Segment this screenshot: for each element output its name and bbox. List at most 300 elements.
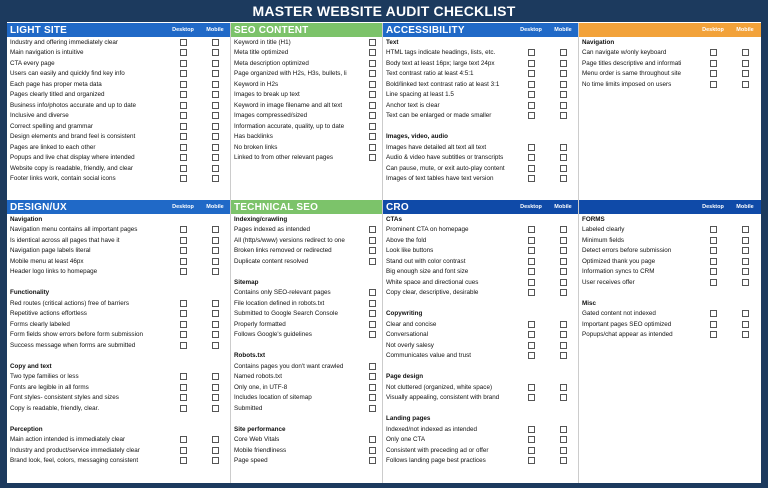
checklist-item — [7, 456, 231, 467]
checkbox-box[interactable] — [212, 447, 219, 454]
checkbox-box[interactable] — [369, 60, 376, 67]
checkbox-box[interactable] — [528, 331, 535, 338]
checklist-item — [383, 79, 579, 90]
item-label: Stand out with color contrast — [386, 257, 466, 265]
checkbox-box[interactable] — [369, 258, 376, 265]
checklist-item — [231, 435, 383, 446]
item-label: Images of text tables have text version — [386, 175, 494, 183]
checkbox-box[interactable] — [180, 112, 187, 119]
checklist-item — [7, 393, 231, 404]
desktop-checkbox — [697, 70, 729, 77]
checkbox-box[interactable] — [369, 363, 376, 370]
checkbox-box[interactable] — [742, 268, 749, 275]
checkbox-box[interactable] — [369, 70, 376, 77]
item-label: File location defined in robots.txt — [234, 299, 325, 307]
item-label: Above the fold — [386, 236, 427, 244]
mobile-checkbox — [547, 394, 579, 401]
checkbox-box[interactable] — [560, 457, 567, 464]
checkbox-box[interactable] — [369, 289, 376, 296]
checkbox-box[interactable] — [212, 102, 219, 109]
item-label: Important pages SEO optimized — [582, 320, 672, 328]
desktop-checkbox — [697, 258, 729, 265]
mobile-checkbox — [547, 144, 579, 151]
desktop-checkbox — [697, 310, 729, 317]
checkbox-box[interactable] — [560, 60, 567, 67]
checkbox-box[interactable] — [528, 237, 535, 244]
checkbox-box[interactable] — [212, 175, 219, 182]
subsection-heading: Images, video, audio — [386, 133, 448, 141]
checkbox-box[interactable] — [710, 49, 717, 56]
desktop-checkbox — [515, 436, 547, 443]
checkbox-box[interactable] — [212, 258, 219, 265]
checkbox-box[interactable] — [180, 226, 187, 233]
checkbox-box[interactable] — [528, 60, 535, 67]
checkbox-box[interactable] — [560, 342, 567, 349]
section-cro — [383, 200, 579, 483]
desktop-checkbox — [167, 394, 199, 401]
checkbox-box[interactable] — [212, 81, 219, 88]
desktop-checkbox — [167, 133, 199, 140]
checkbox-box[interactable] — [528, 226, 535, 233]
checkbox-box[interactable] — [369, 447, 376, 454]
checkbox-box[interactable] — [180, 258, 187, 265]
checkbox-box[interactable] — [560, 447, 567, 454]
checkbox-box[interactable] — [212, 123, 219, 130]
checkbox-box[interactable] — [212, 394, 219, 401]
checkbox-box[interactable] — [710, 331, 717, 338]
checkbox-box[interactable] — [742, 70, 749, 77]
checkbox-box[interactable] — [212, 268, 219, 275]
desktop-checkbox — [515, 102, 547, 109]
checkbox-box[interactable] — [560, 70, 567, 77]
checklist-item — [231, 132, 383, 143]
checkbox-box[interactable] — [560, 331, 567, 338]
checkbox-box[interactable] — [212, 165, 219, 172]
checklist-item — [383, 132, 579, 143]
checkbox-box[interactable] — [180, 436, 187, 443]
checkbox-box[interactable] — [560, 321, 567, 328]
checkbox-box[interactable] — [369, 91, 376, 98]
checkbox-box[interactable] — [560, 91, 567, 98]
checkbox-box[interactable] — [180, 331, 187, 338]
mobile-checkbox — [729, 310, 761, 317]
checkbox-box[interactable] — [528, 154, 535, 161]
desktop-checkbox — [167, 237, 199, 244]
checklist-item — [7, 163, 231, 174]
checkbox-box[interactable] — [528, 289, 535, 296]
checkbox-box[interactable] — [180, 91, 187, 98]
checkbox-box[interactable] — [369, 144, 376, 151]
checkbox — [361, 133, 383, 140]
checkbox-box[interactable] — [742, 60, 749, 67]
item-label: Each page has proper meta data — [10, 80, 102, 88]
checklist-item — [231, 277, 383, 288]
desktop-checkbox — [697, 81, 729, 88]
checkbox-box[interactable] — [710, 247, 717, 254]
checkbox-box[interactable] — [528, 384, 535, 391]
checklist-item — [7, 121, 231, 132]
checkbox-box[interactable] — [528, 279, 535, 286]
mobile-checkbox — [547, 279, 579, 286]
checkbox-box[interactable] — [528, 165, 535, 172]
desktop-checkbox — [167, 321, 199, 328]
mobile-checkbox — [199, 331, 231, 338]
checkbox-box[interactable] — [212, 321, 219, 328]
checkbox-box[interactable] — [528, 49, 535, 56]
item-label: Success message when forms are submitted — [10, 341, 136, 349]
checklist-item — [383, 225, 579, 236]
checkbox-box[interactable] — [180, 342, 187, 349]
checkbox-box[interactable] — [560, 226, 567, 233]
checkbox-box[interactable] — [369, 123, 376, 130]
checkbox-box[interactable] — [742, 226, 749, 233]
checkbox-box[interactable] — [180, 405, 187, 412]
item-label: Not overly salesy — [386, 341, 434, 349]
checklist-item — [7, 288, 231, 299]
checkbox-box[interactable] — [528, 447, 535, 454]
checkbox-box[interactable] — [369, 321, 376, 328]
checkbox-box[interactable] — [180, 123, 187, 130]
checkbox-box[interactable] — [528, 342, 535, 349]
checkbox-box[interactable] — [560, 112, 567, 119]
subsection-heading: Page design — [386, 373, 424, 381]
mobile-checkbox — [547, 154, 579, 161]
section-light — [7, 23, 231, 201]
checkbox-box[interactable] — [369, 247, 376, 254]
checkbox-box[interactable] — [369, 394, 376, 401]
mobile-column-label: Mobile — [736, 27, 754, 33]
desktop-checkbox — [515, 331, 547, 338]
checklist-item — [383, 153, 579, 164]
checkbox-box[interactable] — [528, 247, 535, 254]
checkbox-box[interactable] — [180, 175, 187, 182]
checkbox-box[interactable] — [369, 384, 376, 391]
checkbox-box[interactable] — [180, 373, 187, 380]
checkbox-box[interactable] — [212, 373, 219, 380]
checkbox-box[interactable] — [369, 331, 376, 338]
item-label: Properly formatted — [234, 320, 286, 328]
checkbox-box[interactable] — [212, 331, 219, 338]
checkbox-box[interactable] — [528, 258, 535, 265]
item-label: Follows landing page best practices — [386, 457, 486, 465]
checklist-item — [231, 298, 383, 309]
desktop-checkbox — [697, 237, 729, 244]
checklist-item — [7, 37, 231, 48]
checkbox-box[interactable] — [560, 289, 567, 296]
mobile-checkbox — [199, 258, 231, 265]
checkbox-box[interactable] — [560, 175, 567, 182]
item-label: Gated content not indexed — [582, 310, 656, 318]
checkbox-box[interactable] — [369, 226, 376, 233]
checkbox-box[interactable] — [180, 384, 187, 391]
bottom-section — [7, 200, 761, 483]
checkbox-box[interactable] — [212, 384, 219, 391]
item-label: Header logo links to homepage — [10, 268, 98, 276]
checkbox-box[interactable] — [710, 268, 717, 275]
mobile-checkbox — [547, 91, 579, 98]
item-label: Fonts are legible in all forms — [10, 383, 89, 391]
checkbox-box[interactable] — [369, 373, 376, 380]
checkbox-box[interactable] — [742, 321, 749, 328]
checkbox-box[interactable] — [528, 394, 535, 401]
checkbox-box[interactable] — [212, 70, 219, 77]
checkbox-box[interactable] — [212, 342, 219, 349]
checkbox-box[interactable] — [212, 154, 219, 161]
checkbox-box[interactable] — [560, 237, 567, 244]
checkbox-box[interactable] — [180, 300, 187, 307]
mobile-checkbox — [547, 321, 579, 328]
checkbox-box[interactable] — [180, 394, 187, 401]
checklist-item — [579, 37, 761, 48]
checkbox-box[interactable] — [560, 165, 567, 172]
mobile-checkbox — [199, 144, 231, 151]
checkbox-box[interactable] — [710, 237, 717, 244]
mobile-checkbox — [729, 70, 761, 77]
checkbox-box[interactable] — [560, 268, 567, 275]
checklist-item — [231, 414, 383, 425]
checkbox-box[interactable] — [180, 457, 187, 464]
checkbox-box[interactable] — [180, 144, 187, 151]
checklist-item — [7, 174, 231, 185]
checkbox-box[interactable] — [180, 133, 187, 140]
item-label: Minimum fields — [582, 236, 624, 244]
checklist-item — [7, 142, 231, 153]
checkbox — [361, 384, 383, 391]
checkbox-box[interactable] — [212, 300, 219, 307]
checkbox-box[interactable] — [742, 258, 749, 265]
mobile-checkbox — [729, 268, 761, 275]
checklist-item — [231, 382, 383, 393]
checkbox-box[interactable] — [560, 81, 567, 88]
checkbox-box[interactable] — [560, 352, 567, 359]
checkbox-box[interactable] — [710, 310, 717, 317]
checkbox-box[interactable] — [180, 447, 187, 454]
checkbox-box[interactable] — [742, 237, 749, 244]
mobile-checkbox — [199, 405, 231, 412]
checklist-item — [383, 90, 579, 101]
item-label: CTA every page — [10, 59, 55, 67]
checkbox-box[interactable] — [180, 154, 187, 161]
item-label: Keyword in H2s — [234, 80, 279, 88]
checkbox-box[interactable] — [710, 321, 717, 328]
checkbox-box[interactable] — [528, 321, 535, 328]
checkbox-box[interactable] — [180, 321, 187, 328]
mobile-checkbox — [547, 60, 579, 67]
checkbox-box[interactable] — [212, 60, 219, 67]
checkbox-box[interactable] — [742, 49, 749, 56]
checkbox-box[interactable] — [212, 436, 219, 443]
checkbox-box[interactable] — [180, 102, 187, 109]
checkbox-box[interactable] — [528, 436, 535, 443]
checklist-item — [231, 153, 383, 164]
checkbox-box[interactable] — [369, 39, 376, 46]
checklist-item — [231, 456, 383, 467]
checkbox-box[interactable] — [560, 279, 567, 286]
mobile-checkbox — [199, 394, 231, 401]
checkbox-box[interactable] — [180, 310, 187, 317]
checkbox-box[interactable] — [212, 226, 219, 233]
item-label: Information accurate, quality, up to date — [234, 122, 345, 130]
checkbox-box[interactable] — [742, 279, 749, 286]
mobile-checkbox — [547, 175, 579, 182]
checklist-item — [231, 121, 383, 132]
subsection-heading: Navigation — [10, 215, 43, 223]
checklist-item — [7, 330, 231, 341]
checkbox — [361, 91, 383, 98]
checkbox-box[interactable] — [180, 268, 187, 275]
desktop-checkbox — [515, 321, 547, 328]
mobile-column-label: Mobile — [554, 204, 572, 210]
checkbox-box[interactable] — [710, 279, 717, 286]
checklist-item — [579, 214, 761, 225]
checkbox-box[interactable] — [180, 60, 187, 67]
checkbox-box[interactable] — [560, 384, 567, 391]
checkbox-box[interactable] — [369, 154, 376, 161]
checkbox-box[interactable] — [212, 91, 219, 98]
checkbox-box[interactable] — [180, 165, 187, 172]
desktop-checkbox — [697, 321, 729, 328]
item-label: Follows Google's guidelines — [234, 331, 312, 339]
checklist-item — [231, 361, 383, 372]
checkbox-box[interactable] — [710, 226, 717, 233]
desktop-checkbox — [515, 70, 547, 77]
checkbox-box[interactable] — [528, 91, 535, 98]
checkbox-box[interactable] — [212, 247, 219, 254]
checkbox-box[interactable] — [710, 70, 717, 77]
checkbox-box[interactable] — [742, 331, 749, 338]
column-divider — [578, 200, 579, 483]
item-label: Footer links work, contain social icons — [10, 175, 116, 183]
mobile-checkbox — [729, 226, 761, 233]
checkbox-box[interactable] — [180, 39, 187, 46]
checkbox-box[interactable] — [180, 81, 187, 88]
checkbox-box[interactable] — [212, 405, 219, 412]
checklist-item — [231, 69, 383, 80]
checkbox-box[interactable] — [528, 81, 535, 88]
checkbox — [361, 49, 383, 56]
checkbox-box[interactable] — [369, 310, 376, 317]
item-label: No time limits imposed on users — [582, 80, 672, 88]
checkbox-box[interactable] — [560, 144, 567, 151]
checkbox-box[interactable] — [710, 60, 717, 67]
item-label: Industry and product/service immediately clear — [10, 446, 140, 454]
mobile-checkbox — [199, 457, 231, 464]
checkbox-box[interactable] — [528, 102, 535, 109]
checklist-item — [231, 142, 383, 153]
checkbox-box[interactable] — [560, 258, 567, 265]
checkbox-box[interactable] — [212, 457, 219, 464]
checkbox-box[interactable] — [560, 49, 567, 56]
mobile-checkbox — [547, 237, 579, 244]
checkbox-box[interactable] — [528, 426, 535, 433]
checklist-item — [231, 37, 383, 48]
checkbox-box[interactable] — [560, 102, 567, 109]
checkbox-box[interactable] — [528, 352, 535, 359]
checkbox-box[interactable] — [369, 133, 376, 140]
checklist-item — [579, 288, 761, 299]
checkbox-box[interactable] — [369, 102, 376, 109]
checkbox-box[interactable] — [560, 394, 567, 401]
checkbox-box[interactable] — [369, 405, 376, 412]
mobile-checkbox — [199, 226, 231, 233]
checkbox-box[interactable] — [560, 436, 567, 443]
checkbox — [361, 258, 383, 265]
checkbox — [361, 457, 383, 464]
checkbox-box[interactable] — [560, 426, 567, 433]
checkbox-box[interactable] — [528, 112, 535, 119]
checkbox-box[interactable] — [528, 144, 535, 151]
mobile-checkbox — [547, 70, 579, 77]
checkbox-box[interactable] — [180, 49, 187, 56]
checkbox-box[interactable] — [212, 310, 219, 317]
desktop-checkbox — [515, 154, 547, 161]
checkbox-box[interactable] — [742, 310, 749, 317]
checklist-item — [7, 361, 231, 372]
desktop-checkbox — [515, 60, 547, 67]
mobile-checkbox — [547, 289, 579, 296]
checkbox-box[interactable] — [742, 247, 749, 254]
mobile-checkbox — [547, 426, 579, 433]
checklist-item — [7, 309, 231, 320]
desktop-checkbox — [697, 226, 729, 233]
checkbox — [361, 237, 383, 244]
checkbox-box[interactable] — [369, 49, 376, 56]
desktop-checkbox — [167, 342, 199, 349]
checkbox-box[interactable] — [369, 237, 376, 244]
checklist-item — [579, 69, 761, 80]
checkbox-box[interactable] — [212, 133, 219, 140]
checkbox-box[interactable] — [742, 81, 749, 88]
item-label: Has backlinks — [234, 133, 273, 141]
checkbox-box[interactable] — [212, 112, 219, 119]
desktop-checkbox — [167, 112, 199, 119]
mobile-checkbox — [729, 321, 761, 328]
checklist-item — [579, 48, 761, 59]
checkbox-box[interactable] — [212, 49, 219, 56]
checkbox-box[interactable] — [212, 39, 219, 46]
checkbox-box[interactable] — [560, 154, 567, 161]
mobile-checkbox — [199, 268, 231, 275]
mobile-checkbox — [547, 165, 579, 172]
checklist-item — [7, 267, 231, 278]
item-label: Mobile friendliness — [234, 446, 287, 454]
checklist-item — [383, 163, 579, 174]
checkbox-box[interactable] — [560, 247, 567, 254]
item-label: Form fields show errors before form submission — [10, 331, 143, 339]
checkbox-box[interactable] — [180, 247, 187, 254]
checkbox-box[interactable] — [369, 112, 376, 119]
checkbox-box[interactable] — [710, 258, 717, 265]
checklist-item — [579, 309, 761, 320]
checkbox-box[interactable] — [369, 81, 376, 88]
checklist-item — [383, 121, 579, 132]
checkbox-box[interactable] — [369, 300, 376, 307]
checkbox-box[interactable] — [528, 175, 535, 182]
mobile-checkbox — [199, 310, 231, 317]
checkbox-box[interactable] — [212, 144, 219, 151]
checkbox-box[interactable] — [369, 457, 376, 464]
checkbox — [361, 321, 383, 328]
checkbox-box[interactable] — [710, 81, 717, 88]
checkbox-box[interactable] — [180, 70, 187, 77]
checkbox-box[interactable] — [212, 237, 219, 244]
checkbox-box[interactable] — [528, 457, 535, 464]
checkbox-box[interactable] — [369, 436, 376, 443]
checkbox-box[interactable] — [180, 237, 187, 244]
mobile-checkbox — [547, 352, 579, 359]
checkbox-box[interactable] — [528, 70, 535, 77]
checkbox-box[interactable] — [528, 268, 535, 275]
